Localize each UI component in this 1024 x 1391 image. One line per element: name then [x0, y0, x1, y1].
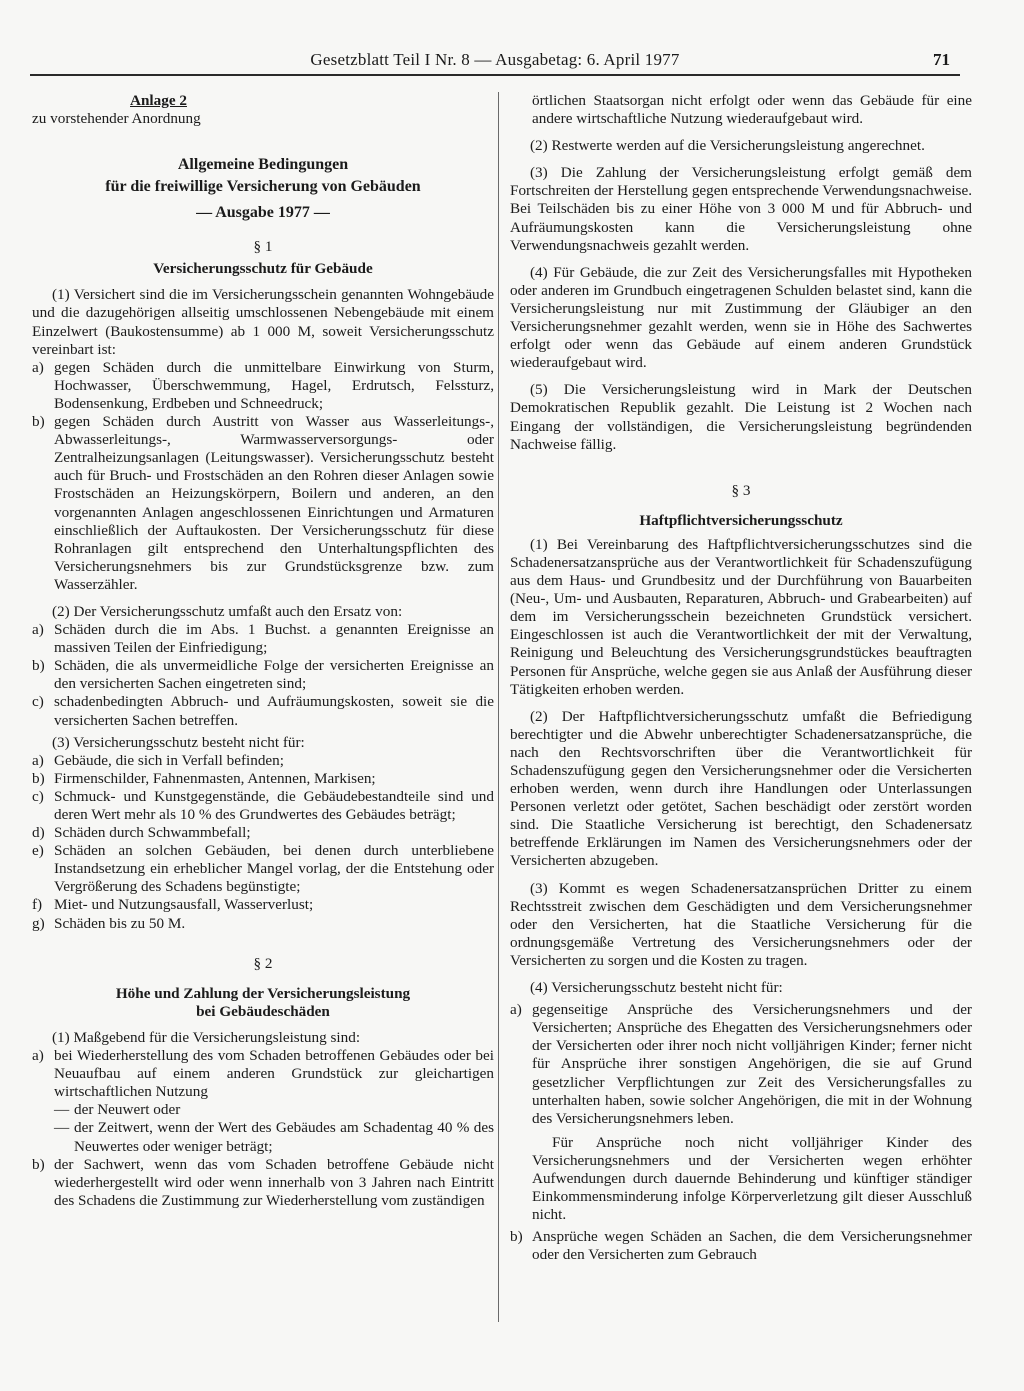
list-text: Gebäude, die sich in Verfall befinden;: [54, 751, 284, 769]
list-label: b): [32, 657, 45, 675]
header-rule: [30, 74, 960, 76]
dash-text: der Neuwert oder: [74, 1101, 181, 1119]
list-item: [32, 621, 494, 657]
list-item: [32, 752, 494, 770]
list-text: Schäden durch die im Abs. 1 Buchst. a genannten Ereignisse an massiven Teilen der Einfriedigung;: [54, 621, 494, 657]
list-item: [32, 842, 494, 896]
paragraph: (2) Restwerte werden auf die Versicherungsleistung angerechnet.: [530, 137, 925, 155]
list-text: Firmenschilder, Fahnenmasten, Antennen, Markisen;: [54, 769, 376, 787]
paragraph: (1) Bei Vereinbarung des Haftpflichtversicherungsschutzes sind die Schadenersatzansprüche aus der Verantwortlichkeit für Schadenszufügung aus dem Haus- und Grundbesitz und der Durchführung von Bauarbeiten (Neu-, Um- und Ausbauten, Reparaturen, Abbruch- und Grabearbeiten) auf dem im Versicherungsschein bezeichneten Grundstück versichert. Eingeschlossen ist auch die Verantwortlichkeit der mit der Verwaltung, Reinigung und Beleuchtung des Versicherungsgrundstückes beauftragten Personen für Ansprüche, welche gegen sie aus Anlaß der Ausführung dieser Tätigkeiten erhoben werden.: [510, 535, 972, 698]
section-number: § 1: [253, 238, 273, 256]
list-text: gegen Schäden durch die unmittelbare Einwirkung von Sturm, Hochwasser, Überschwemmung, Hagel, Erdrutsch, Felssturz, Bodensenkung, Erdbeben und Schneedruck;: [54, 358, 494, 412]
dash-label: —: [54, 1101, 70, 1119]
list-text: gegenseitige Ansprüche des Versicherungsnehmers und der Versicherten; Ansprüche des Ehegatten des Versicherungsnehmers oder der Versicherten oder ihrer noch nicht volljährigen Kinder; ferner nicht für Ansprüche ihrer sonstigen Angehörigen, die sie auf Grund gesetzlicher Verpflichtungen zur Zeit des Versicherungsfalles zu unterhalten haben, sowie solcher Angehörigen, die mit in der Wohnung des Versicherungsnehmers leben.: [532, 1001, 972, 1127]
paragraph: (3) Versicherungsschutz besteht nicht für:: [52, 733, 305, 751]
list-label: a): [510, 1001, 522, 1019]
list-item-continuation: Für Ansprüche noch nicht volljähriger Kinder des Versicherungsnehmers und der Versicherten wegen erhöhter Aufwendungen durch dauernde Behinderung und künftiger ständiger Einkommensminderung infolge Körperverletzung gilt dieser Ausschluß nicht.: [532, 1133, 972, 1224]
section-number: § 3: [731, 481, 751, 499]
dash-text: der Zeitwert, wenn der Wert des Gebäudes am Schadentag 40 % des Neuwertes oder weniger beträgt;: [74, 1119, 494, 1155]
list-text: der Sachwert, wenn das vom Schaden betroffene Gebäude nicht wiederhergestellt wird oder wenn innerhalb von 3 Jahren nach Eintritt des Schadens die Zustimmung zur Wiederherstellung vom zuständigen: [54, 1155, 494, 1209]
gazette-header-title: Gesetzblatt Teil I Nr. 8 — Ausgabetag: 6. April 1977: [310, 50, 680, 69]
dash-item: [54, 1119, 494, 1155]
section-title: Höhe und Zahlung der Versicherungsleistung: [115, 984, 411, 1002]
title-line: — Ausgabe 1977 —: [196, 204, 330, 222]
anlage-subtitle: zu vorstehender Anordnung: [32, 110, 201, 128]
page-number: 71: [933, 50, 950, 69]
list-label: a): [32, 621, 44, 639]
list-label: c): [32, 693, 44, 711]
list-item: [32, 413, 494, 594]
list-text: Schäden bis zu 50 M.: [54, 914, 186, 932]
list-text: Miet- und Nutzungsausfall, Wasserverlust;: [54, 896, 314, 914]
paragraph: (4) Für Gebäude, die zur Zeit des Versicherungsfalles mit Hypotheken oder anderen im Grundbuch eingetragenen Schulden belastet sind, kann die Versicherungsleistung nur mit Zustimmung der Gläubiger an den Versicherungsnehmer gezahlt werden, wenn sie in Höhe des Sachwertes erfolgt oder wenn das Gebäude auf einem anderen Grundstück wiederaufgebaut wird.: [510, 263, 972, 372]
list-text: gegen Schäden durch Austritt von Wasser aus Wasserleitungs-, Abwasserleitungs-, Warmwasserversorgungs- oder Zentralheizungsanlagen (Leitungswasser). Versicherungsschutz besteht auch für Bruch- und Frostschäden an den Rohren dieser Anlagen sowie Frostschäden an Heizungskörpern, Boilern und anderen, an den vorgenannten Anlagen angeschlossenen Einrichtungen und Armaturen einschließlich der Auftaukosten. Der Versicherungsschutz für diese Rohranlagen gilt entsprechend den Unterhaltungspflichten des Versicherungsnehmers bis zur Grundstücksgrenze bzw. zum Wasserzähler.: [54, 413, 494, 593]
list-item: [32, 824, 494, 842]
list-item: [32, 788, 494, 824]
list-item: [32, 1047, 494, 1101]
title-line: für die freiwillige Versicherung von Gebäuden: [105, 178, 421, 196]
list-item: [32, 657, 494, 693]
paragraph: (1) Versichert sind die im Versicherungsschein genannten Wohngebäude und die dazugehörigen allseitig umschlossenen Nebengebäude mit einem Einzelwert (Baukostensumme) ab 1 000 M, soweit Versicherungsschutz vereinbart ist:: [32, 286, 494, 358]
list-label: b): [32, 769, 45, 787]
dash-label: —: [54, 1119, 70, 1137]
list-label: b): [510, 1228, 523, 1246]
list-item: [32, 693, 494, 729]
list-item: [510, 1001, 972, 1128]
paragraph: (1) Maßgebend für die Versicherungsleistung sind:: [52, 1028, 361, 1046]
list-label: b): [32, 1155, 45, 1173]
list-text: Schäden durch Schwammbefall;: [54, 824, 251, 842]
list-item: [32, 1156, 494, 1210]
list-item: [510, 1228, 972, 1264]
paragraph: (2) Der Versicherungsschutz umfaßt auch den Ersatz von:: [52, 602, 403, 620]
list-text: Schäden, die als unvermeidliche Folge der versicherten Ereignisse an den versicherten Sachen eingetreten sind;: [54, 657, 494, 693]
list-text: Ansprüche wegen Schäden an Sachen, die dem Versicherungsnehmer oder den Versicherten zum Gebrauch: [532, 1228, 972, 1264]
list-label: f): [32, 896, 43, 914]
list-item: [32, 896, 494, 914]
list-item: [32, 359, 494, 413]
list-label: d): [32, 824, 45, 842]
anlage-label: Anlage 2: [130, 92, 187, 109]
left-column: [32, 92, 494, 1372]
paragraph: (5) Die Versicherungsleistung wird in Mark der Deutschen Demokratischen Republik gezahlt. Die Leistung ist 2 Wochen nach Eingang der vollständigen, die Versicherungsleistung begründenden Nachweise fällig.: [510, 381, 972, 453]
list-label: a): [32, 1047, 44, 1065]
column-divider: [498, 92, 499, 1322]
title-line: Allgemeine Bedingungen: [177, 156, 349, 174]
list-label: e): [32, 842, 44, 860]
section-title: Haftpflichtversicherungsschutz: [639, 511, 843, 529]
right-column: [510, 92, 972, 1372]
paragraph: (3) Die Zahlung der Versicherungsleistung erfolgt gemäß dem Fortschreiten der Herstellung gegen entsprechende Verwendungsnachweise. Bei Teilschäden bis zu einer Höhe von 3 000 M und für Abbruch- und Aufräumungskosten kann die Versicherungsleistung ohne Verwendungsnachweis gezahlt werden.: [510, 164, 972, 254]
list-text: bei Wiederherstellung des vom Schaden betroffenen Gebäudes oder bei Neuaufbau auf einem anderen Grundstück zur gleichartigen wirtschaftlichen Nutzung: [54, 1047, 494, 1101]
list-text: Schmuck- und Kunstgegenstände, die Gebäudebestandteile sind und deren Wert mehr als 10 % des Grundwertes des Gebäudes beträgt;: [54, 787, 494, 823]
paragraph: (3) Kommt es wegen Schadenersatzansprüchen Dritter zu einem Rechtsstreit zwischen dem Geschädigten und dem Versicherungsnehmer oder den Versicherten, hat die Staatliche Versicherung für die ordnungsgemäße Vertretung des Versicherungsnehmers oder der Versicherten zu sorgen und die Kosten zu tragen.: [510, 879, 972, 969]
paragraph: (4) Versicherungsschutz besteht nicht für:: [530, 979, 783, 997]
section-number: § 2: [253, 954, 273, 972]
section-title: bei Gebäudeschäden: [196, 1002, 330, 1020]
document-title: [32, 154, 494, 224]
list-text: Schäden an solchen Gebäuden, bei denen durch unterbliebene Instandsetzung ein erheblicher Mangel vorlag, der die Entstehung oder Vergrößerung des Schadens begünstigte;: [54, 842, 494, 896]
list-label: c): [32, 787, 44, 805]
list-label: a): [32, 751, 44, 769]
list-label: b): [32, 413, 45, 431]
list-label: g): [32, 914, 45, 932]
dash-item: [54, 1101, 494, 1119]
list-item: [32, 915, 494, 933]
list-label: a): [32, 358, 44, 376]
section-title: Versicherungsschutz für Gebäude: [153, 260, 373, 278]
paragraph: (2) Der Haftpflichtversicherungsschutz umfaßt die Befriedigung berechtigter und die Abwehr unberechtigter Schadenersatzansprüche, die nach den Rechtsvorschriften über die Verantwortlichkeit für Schadenszufügung gegen den Versicherungsnehmer oder die Versicherten erhoben werden, wenn durch ihre Handlungen oder Unterlassungen Personen verletzt oder getötet, Sachen beschädigt oder zerstört worden sind. Die Staatliche Versicherung ist berechtigt, den Schadenersatz betreffende Erklärungen im Namen des Versicherungsnehmers oder der Versicherten abzugeben.: [510, 707, 972, 870]
continued-text: örtlichen Staatsorgan nicht erfolgt oder wenn das Gebäude für eine andere wirtschaftliche Nutzung wiederaufgebaut wird.: [532, 92, 972, 128]
list-text: schadenbedingten Abbruch- und Aufräumungskosten, soweit sie die versicherten Sachen betreffen.: [54, 693, 494, 729]
list-item: [32, 770, 494, 788]
